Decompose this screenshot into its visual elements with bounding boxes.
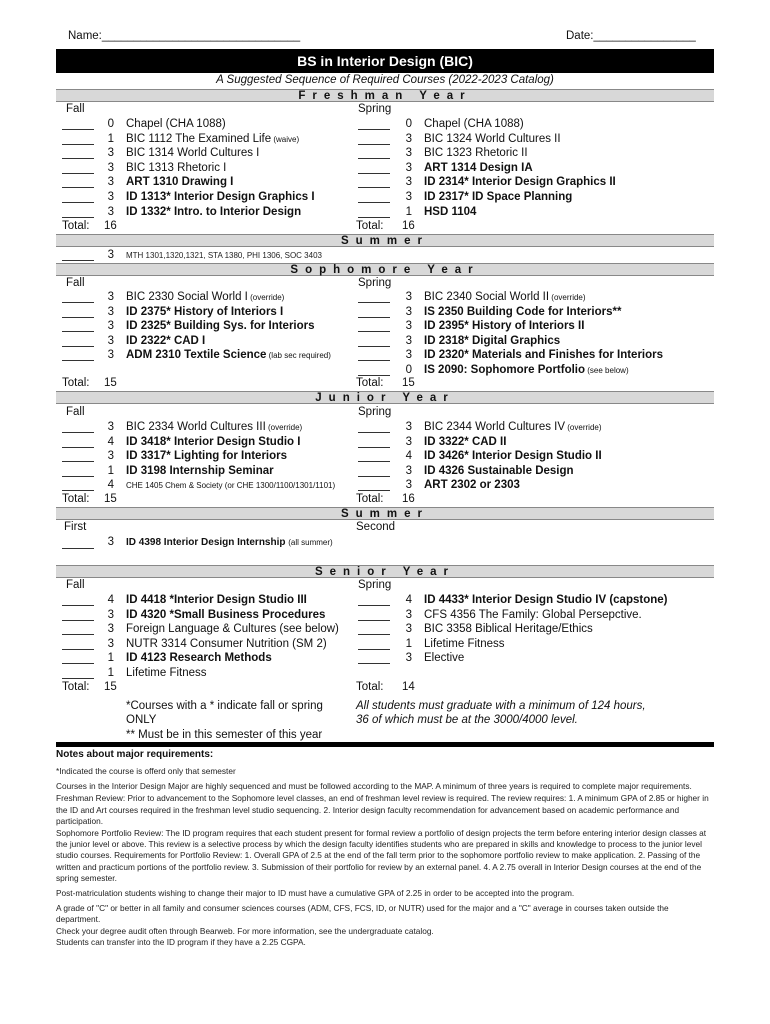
course-check-blank[interactable] — [358, 331, 390, 332]
course-name: ID 3322* CAD II — [424, 435, 507, 448]
fall-label: Fall — [66, 579, 85, 591]
course-name: ID 2320* Materials and Finishes for Interiors — [424, 349, 664, 361]
second-label: Second — [356, 521, 396, 533]
course-item — [424, 306, 621, 318]
summer-internship-course — [126, 537, 333, 548]
course-check-blank[interactable] — [358, 144, 390, 145]
course-check-blank[interactable] — [358, 129, 390, 130]
course-name: ID 4123 Research Methods — [126, 652, 272, 664]
first-label: First — [64, 521, 87, 533]
course-check-blank[interactable] — [358, 620, 390, 621]
course-check-blank[interactable] — [358, 490, 390, 491]
course-note: (override) — [549, 293, 586, 302]
course-credit: 4 — [107, 435, 114, 448]
course-item — [126, 450, 287, 462]
course-credit: 3 — [107, 176, 114, 189]
course-name: BIC 1324 World Cultures II — [424, 132, 561, 145]
page-title: BS in Interior Design (BIC) — [56, 49, 714, 73]
course-credit: 3 — [405, 161, 412, 174]
fall-label: Fall — [66, 103, 85, 115]
course-credit: 3 — [107, 349, 114, 361]
course-item — [126, 176, 233, 188]
graduation-note-1: All students must graduate with a minimum of 124 hours, — [356, 700, 646, 712]
course-check-blank[interactable] — [358, 663, 390, 664]
course-item — [126, 465, 274, 477]
course-check-blank[interactable] — [62, 605, 94, 606]
course-name: BIC 1112 The Examined Life — [126, 132, 272, 145]
summer-internship-credit: 3 — [107, 536, 114, 548]
course-name: BIC 1314 World Cultures I — [126, 147, 260, 160]
course-check-blank[interactable] — [62, 634, 94, 635]
course-item — [424, 349, 663, 361]
course-note: (waive) — [271, 134, 300, 144]
sophomore-fall-total: 15 — [104, 377, 117, 389]
course-check-blank[interactable] — [62, 129, 94, 130]
page-subtitle: A Suggested Sequence of Required Courses (2022-2023 Catalog) — [216, 74, 554, 86]
course-credit: 3 — [405, 608, 412, 621]
course-credit: 3 — [405, 623, 412, 635]
course-check-blank[interactable] — [358, 173, 390, 174]
name-field[interactable]: Name:_______________________________ — [68, 30, 301, 42]
junior-spring-total-label: Total: — [356, 493, 384, 505]
course-credit: 4 — [107, 479, 114, 492]
spring-label: Spring — [358, 103, 392, 115]
course-credit: 1 — [107, 464, 114, 477]
course-item — [126, 421, 302, 433]
spring-label: Spring — [358, 277, 392, 289]
course-credit: 3 — [405, 305, 412, 318]
fall-label: Fall — [66, 277, 85, 289]
course-check-blank[interactable] — [358, 634, 390, 635]
course-name: ID 2317* ID Space Planning — [424, 191, 573, 203]
course-name: ADM 2310 Textile Science — [126, 349, 267, 361]
freshman-year-bar: Freshman Year — [56, 89, 714, 102]
course-check-blank[interactable] — [358, 432, 390, 433]
course-name: ID 1332* Intro. to Interior Design — [126, 205, 302, 218]
course-name: Chapel (CHA 1088) — [424, 118, 524, 130]
course-item — [126, 652, 272, 664]
course-credit: 3 — [107, 623, 114, 635]
senior-year-bar: Senior Year — [56, 565, 714, 578]
course-note: CHE 1405 Chem & Society (or CHE 1300/1100/1301/1101) — [126, 481, 336, 491]
notes-heading: Notes about major requirements: — [56, 749, 214, 760]
course-check-blank[interactable] — [62, 360, 94, 361]
course-name: ID 1313* Interior Design Graphics I — [126, 191, 315, 203]
course-name: ID 4418 *Interior Design Studio III — [126, 594, 307, 606]
course-name: Lifetime Fitness — [424, 637, 505, 650]
course-item — [126, 436, 300, 448]
course-check-blank[interactable] — [62, 302, 94, 303]
junior-fall-total-label: Total: — [62, 493, 90, 505]
course-credit: 3 — [107, 305, 114, 318]
course-credit: 3 — [107, 291, 114, 303]
course-name: BIC 1313 Rhetoric I — [126, 161, 227, 174]
course-check-blank[interactable] — [62, 649, 94, 650]
course-item — [126, 594, 307, 606]
course-item — [126, 147, 259, 159]
course-name: ID 3418* Interior Design Studio I — [126, 435, 301, 448]
course-check-blank[interactable] — [62, 187, 94, 188]
course-name: ID 4398 Interior Design Internship — [126, 537, 286, 548]
freshman-fall-total: 16 — [104, 220, 117, 232]
course-check-blank[interactable] — [62, 317, 94, 318]
course-item — [126, 306, 283, 318]
course-check-blank[interactable] — [62, 678, 94, 679]
course-item — [424, 450, 602, 462]
course-credit: 1 — [405, 205, 412, 218]
course-credit: 1 — [107, 132, 114, 145]
course-credit: 3 — [107, 191, 114, 203]
course-item — [126, 667, 207, 679]
course-check-blank[interactable] — [62, 490, 94, 491]
course-credit: 3 — [107, 161, 114, 174]
freshman-spring-total: 16 — [402, 220, 415, 232]
sophomore-spring-total-label: Total: — [356, 377, 384, 389]
course-item — [424, 320, 584, 332]
course-check-blank[interactable] — [62, 663, 94, 664]
note-paragraph: Sophomore Portfolio Review: The ID program requires that each student present for formal review a portfolio of design projects the term before entering interior design classes at the junior level or above. This review is a selective process by which the design faculty identifies students who are prepared in skills and knowledge to process to the junior level studio courses. Requirements for Portfolio Review: 1. Overall GPA of 2.5 at the end of the fall term prior to the sophomore portfolio review to make application. 2. Passing of the written and practicum portions of the portfolio review. 3. Submission of their portfolio for review by an external panel. 4. A 2.75 overall in Interior Design courses at the end of the spring semester. — [56, 828, 707, 883]
summer-course: MTH 1301,1320,1321, STA 1380, PHI 1306, SOC 3403 — [126, 251, 322, 260]
course-credit: 4 — [405, 450, 412, 463]
fall-label: Fall — [66, 406, 85, 418]
graduation-note-2: 36 of which must be at the 3000/4000 level. — [356, 714, 578, 726]
course-note: (override) — [247, 293, 285, 302]
course-check-blank[interactable] — [62, 346, 94, 347]
summer-bar: Summer — [56, 234, 714, 247]
course-item — [126, 206, 301, 218]
course-name: BIC 2344 World Cultures IV — [424, 421, 566, 433]
course-credit: 3 — [405, 320, 412, 332]
course-name: ART 1314 Design IA — [424, 161, 533, 174]
course-item — [424, 147, 528, 159]
divider — [56, 742, 714, 747]
course-name: Foreign Language & Cultures (see below) — [126, 623, 339, 635]
course-item — [424, 118, 524, 130]
course-name: Lifetime Fitness — [126, 666, 207, 679]
course-item — [424, 176, 616, 188]
sophomore-fall-total-label: Total: — [62, 377, 90, 389]
footnote-star-1: *Courses with a * indicate fall or spring — [126, 700, 323, 712]
course-name: ART 1310 Drawing I — [126, 176, 234, 189]
course-item — [424, 652, 464, 664]
summer-bar: Summer — [56, 507, 714, 520]
course-credit: 3 — [107, 320, 114, 332]
course-credit: 3 — [405, 132, 412, 145]
course-credit: 3 — [405, 349, 412, 361]
note-paragraph: *Indicated the course is offerd only that semester — [56, 766, 236, 776]
course-check-blank[interactable] — [358, 158, 390, 159]
course-item — [126, 162, 226, 174]
course-check-blank[interactable] — [62, 447, 94, 448]
course-check-blank[interactable] — [358, 317, 390, 318]
course-credit: 3 — [405, 334, 412, 347]
summer-credit: 3 — [107, 249, 114, 261]
course-check-blank[interactable] — [358, 649, 390, 650]
date-field[interactable]: Date:________________ — [566, 30, 696, 42]
course-item — [424, 191, 572, 203]
course-item — [424, 335, 560, 347]
freshman-fall-total-label: Total: — [62, 220, 90, 232]
course-credit: 3 — [405, 147, 412, 160]
spring-label: Spring — [358, 579, 392, 591]
course-item — [126, 118, 226, 130]
note-paragraph: Students can transfer into the ID program if they have a 2.25 CGPA. — [56, 936, 306, 947]
course-check-blank[interactable] — [358, 217, 390, 218]
course-note: (override) — [565, 423, 602, 432]
course-name: ID 4433* Interior Design Studio IV (capstone) — [424, 594, 668, 606]
course-item — [126, 479, 335, 491]
course-check-blank[interactable] — [358, 187, 390, 188]
course-check-blank[interactable] — [358, 302, 390, 303]
course-name: ID 3426* Interior Design Studio II — [424, 450, 602, 463]
course-item — [424, 133, 561, 145]
course-credit: 3 — [107, 147, 114, 160]
course-check-blank[interactable] — [358, 375, 390, 376]
junior-year-bar: Junior Year — [56, 391, 714, 404]
course-note: (see below) — [585, 365, 629, 375]
course-name: CFS 4356 The Family: Global Persepctive. — [424, 608, 642, 621]
course-check-blank[interactable] — [358, 605, 390, 606]
note-paragraph: Post-matriculation students wishing to change their major to ID must have a cumulative GPA of 2.25 in order to be accepted into the program. — [56, 888, 575, 899]
spring-label: Spring — [358, 406, 392, 418]
note-paragraph: Check your degree audit often through Bearweb. For more information, see the undergraduate catalog. — [56, 925, 434, 936]
course-item — [424, 206, 476, 218]
course-credit: 4 — [405, 594, 412, 606]
course-name: HSD 1104 — [424, 205, 477, 218]
course-credit: 0 — [107, 118, 114, 130]
course-check-blank[interactable] — [62, 158, 94, 159]
course-check-blank[interactable] — [62, 331, 94, 332]
course-name: NUTR 3314 Consumer Nutrition (SM 2) — [126, 637, 327, 650]
course-name: BIC 3358 Biblical Heritage/Ethics — [424, 623, 593, 635]
course-item — [424, 465, 574, 477]
course-name: ART 2302 or 2303 — [424, 479, 520, 492]
course-name: BIC 2334 World Cultures III — [126, 421, 266, 433]
course-item — [126, 133, 299, 145]
course-name: ID 2395* History of Interiors II — [424, 320, 585, 332]
course-note: (override) — [265, 423, 303, 432]
junior-spring-total: 16 — [402, 493, 415, 505]
course-item — [424, 436, 506, 448]
course-credit: 3 — [107, 421, 114, 433]
course-check-blank[interactable] — [62, 432, 94, 433]
course-name: Chapel (CHA 1088) — [126, 118, 226, 130]
sophomore-spring-total: 15 — [402, 377, 415, 389]
course-item — [126, 291, 284, 303]
course-check-blank[interactable] — [358, 447, 390, 448]
course-name: ID 3198 Internship Seminar — [126, 464, 274, 477]
course-check-blank[interactable] — [62, 202, 94, 203]
course-name: BIC 1323 Rhetoric II — [424, 147, 528, 160]
course-name: Elective — [424, 652, 465, 664]
course-credit: 3 — [405, 191, 412, 203]
summer-blank[interactable] — [62, 260, 94, 261]
course-check-blank[interactable] — [358, 476, 390, 477]
course-item — [424, 162, 533, 174]
course-check-blank[interactable] — [358, 461, 390, 462]
freshman-spring-total-label: Total: — [356, 220, 384, 232]
course-credit: 1 — [107, 666, 114, 679]
course-check-blank[interactable] — [358, 202, 390, 203]
course-name: IS 2350 Building Code for Interiors** — [424, 305, 622, 318]
course-credit: 0 — [405, 118, 412, 130]
senior-fall-total-label: Total: — [62, 681, 90, 693]
course-item — [424, 594, 667, 606]
course-credit: 3 — [405, 464, 412, 477]
summer-internship-blank[interactable] — [62, 548, 94, 549]
course-note: (lab sec required) — [266, 351, 331, 360]
course-credit: 3 — [405, 479, 412, 492]
course-name: ID 2375* History of Interiors I — [126, 305, 284, 318]
course-item — [126, 349, 331, 361]
course-item — [424, 364, 629, 376]
course-item — [424, 609, 642, 621]
course-name: ID 2318* Digital Graphics — [424, 334, 561, 347]
course-credit: 3 — [405, 176, 412, 189]
course-note: (all summer) — [288, 538, 333, 547]
course-credit: 4 — [107, 594, 114, 606]
course-name: ID 2325* Building Sys. for Interiors — [126, 320, 315, 332]
notes-section — [56, 766, 714, 948]
course-credit: 3 — [107, 608, 114, 621]
course-name: ID 4320 *Small Business Procedures — [126, 608, 326, 621]
course-name: BIC 2330 Social World I — [126, 291, 248, 303]
course-item — [424, 291, 586, 303]
course-credit: 3 — [107, 450, 114, 463]
senior-fall-total: 15 — [104, 681, 117, 693]
course-credit: 3 — [107, 205, 114, 218]
course-item — [424, 421, 602, 433]
course-check-blank[interactable] — [62, 144, 94, 145]
course-check-blank[interactable] — [62, 620, 94, 621]
course-item — [424, 638, 505, 650]
course-credit: 3 — [405, 291, 412, 303]
course-item — [126, 623, 339, 635]
course-name: BIC 2340 Social World II — [424, 291, 550, 303]
course-name: ID 2314* Interior Design Graphics II — [424, 176, 616, 189]
course-check-blank[interactable] — [358, 346, 390, 347]
course-credit: 3 — [405, 421, 412, 433]
course-check-blank[interactable] — [62, 461, 94, 462]
course-credit: 0 — [405, 363, 412, 376]
course-check-blank[interactable] — [62, 217, 94, 218]
junior-fall-total: 15 — [104, 493, 117, 505]
sophomore-year-bar: Sophomore Year — [56, 263, 714, 276]
course-item — [126, 335, 205, 347]
course-name: ID 4326 Sustainable Design — [424, 464, 574, 477]
course-item — [126, 191, 315, 203]
note-paragraph: A grade of "C" or better in all family and consumer sciences courses (ADM, CFS, FCS, ID, or NUTR) used for the major and a "C" average in courses taken outside the department. — [56, 903, 669, 925]
footnote-star-3: ** Must be in this semester of this year — [126, 729, 323, 741]
senior-spring-total-label: Total: — [356, 681, 384, 693]
course-check-blank[interactable] — [358, 360, 390, 361]
footnote-star-2: ONLY — [126, 714, 157, 726]
course-credit: 3 — [405, 652, 412, 664]
note-paragraph: Freshman Review: Prior to advancement to the Sophomore level classes, an end of freshman level review is required. The review requires: 1. A minimum GPA of 2.85 or higher in the ID and Art courses required in the freshman level studio sequencing. 2. Interior design faculty recommendation for advancement based on academic performance and participation. — [56, 793, 709, 826]
course-check-blank[interactable] — [62, 173, 94, 174]
course-name: ID 2322* CAD I — [126, 334, 206, 347]
course-credit: 3 — [107, 637, 114, 650]
course-check-blank[interactable] — [62, 476, 94, 477]
course-item — [126, 320, 315, 332]
course-credit: 1 — [405, 637, 412, 650]
course-credit: 3 — [405, 435, 412, 448]
course-item — [424, 479, 520, 491]
course-name: ID 3317* Lighting for Interiors — [126, 450, 288, 463]
course-item — [126, 609, 325, 621]
note-paragraph: Courses in the Interior Design Major are highly sequenced and must be followed according to the MAP. A minimum of three years is required to complete major requirements. — [56, 781, 692, 792]
course-item — [424, 623, 593, 635]
course-credit: 1 — [107, 652, 114, 664]
senior-spring-total: 14 — [402, 681, 415, 693]
course-item — [126, 638, 327, 650]
course-credit: 3 — [107, 334, 114, 347]
course-name: IS 2090: Sophomore Portfolio — [424, 363, 586, 376]
